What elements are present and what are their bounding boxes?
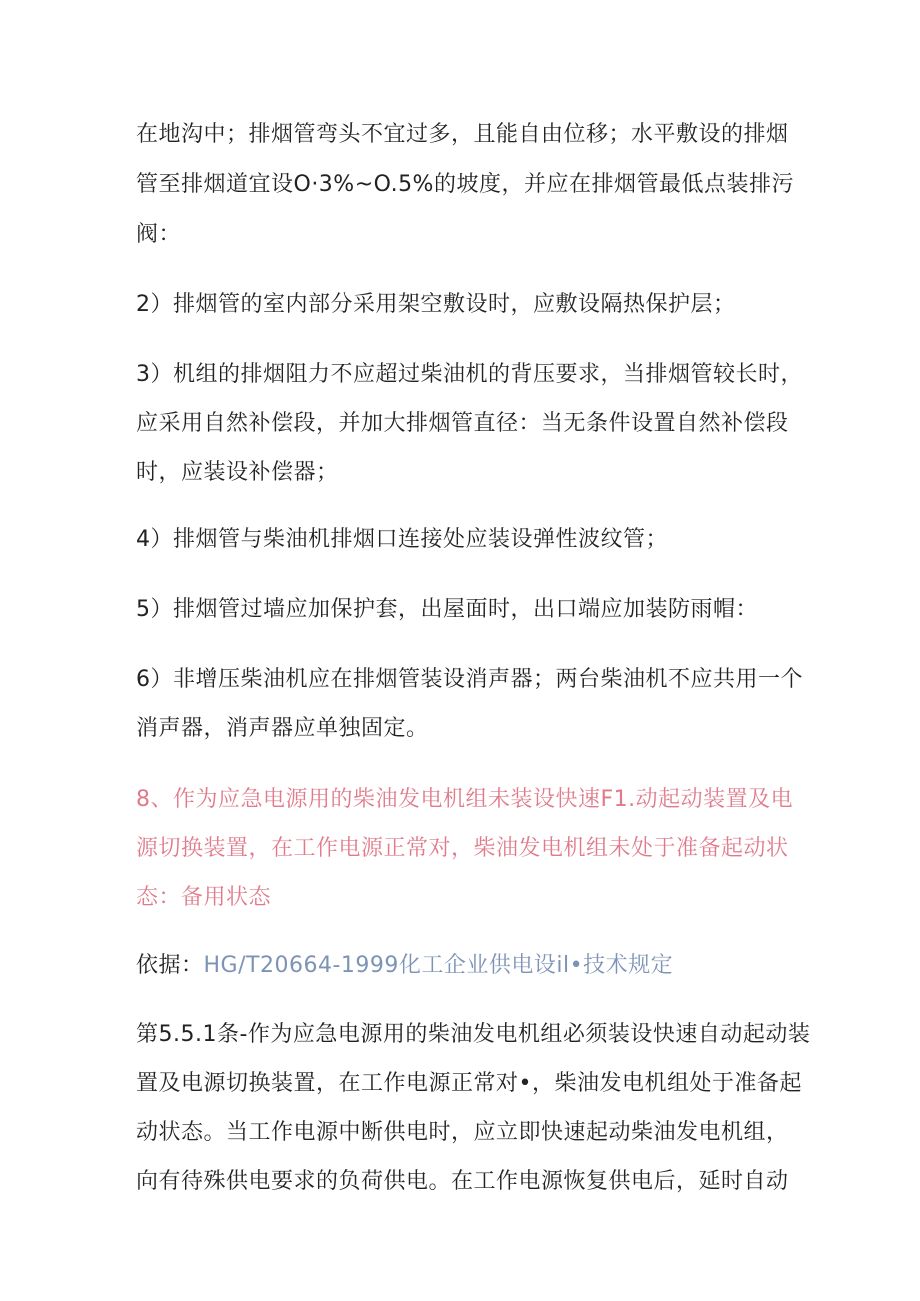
- list-item-6: 6）非增压柴油机应在排烟管装设消声器；两台柴油机不应共用一个: [136, 667, 803, 692]
- paragraph-line: 在地沟中；排烟管弯头不宜过多，且能自由位移；水平敷设的排烟: [136, 122, 789, 147]
- clause-line: 置及电源切换装置，在工作电源正常对•，柴油发电机组处于准备起: [136, 1071, 802, 1096]
- clause-line: 第5.5.1条-作为应急电源用的柴油发电机组必须装设快速自动起动装: [136, 1022, 811, 1047]
- issue-heading-cont: 源切换装置，在工作电源正常对，柴油发电机组未处于准备起动状: [136, 836, 789, 861]
- paragraph-line: 阀：: [136, 222, 182, 247]
- list-item-5: 5）排烟管过墙应加保护套，出屋面时，出口端应加装防雨帽：: [136, 597, 758, 622]
- clause-line: 向有待殊供电要求的负荷供电。在工作电源恢复供电后，延时自动: [136, 1169, 789, 1194]
- paragraph-line: 管至排烟道宜设O·3%~O.5%的坡度，并应在排烟管最低点装排污: [136, 172, 794, 197]
- clause-line: 动状态。当工作电源中断供电时，应立即快速起动柴油发电机组，: [136, 1120, 789, 1145]
- list-item-6-cont: 消声器，消声器应单独固定。: [136, 716, 429, 741]
- basis-label: 依据：: [136, 953, 204, 978]
- basis-line: [136, 948, 673, 979]
- list-item-3-cont: 应采用自然补偿段，并加大排烟管直径：当无条件设置自然补偿段: [136, 411, 789, 436]
- issue-heading: 8、作为应急电源用的柴油发电机组未装设快速F1.动起动装置及电: [136, 787, 794, 812]
- list-item-2: 2）排烟管的室内部分采用架空敷设时，应敷设隔热保护层；: [136, 292, 736, 317]
- list-item-3: 3）机组的排烟阻力不应超过柴油机的背压要求，当排烟管较长时，: [136, 362, 803, 387]
- list-item-3-cont: 时，应装设补偿器；: [136, 460, 339, 485]
- list-item-4: 4）排烟管与柴油机排烟口连接处应装设弹性波纹管；: [136, 527, 668, 552]
- standard-reference: HG/T20664-1999化工企业供电设il•技术规定: [203, 953, 674, 978]
- issue-heading-cont: 态：备用状态: [136, 885, 272, 910]
